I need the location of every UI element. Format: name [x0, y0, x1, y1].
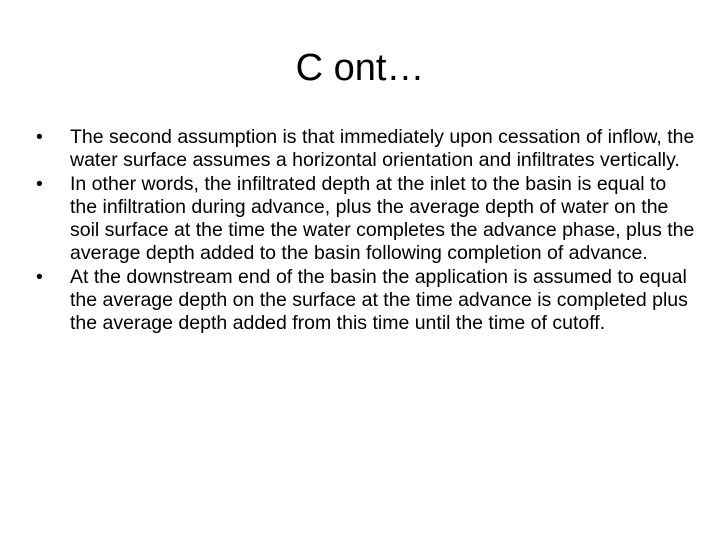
bullet-text: The second assumption is that immediately upon cessation of inflow, the water surface assumes a horizontal orientation and infiltrates vertically.	[70, 126, 695, 172]
bullet-list	[36, 126, 696, 336]
bullet-text: At the downstream end of the basin the application is assumed to equal the average depth on the surface at the time advance is completed plus the average depth added from this time until the time of cutoff.	[70, 265, 688, 335]
bullet-item	[36, 173, 696, 266]
bullet-icon: •	[36, 265, 43, 288]
bullet-item	[36, 266, 696, 336]
bullet-icon: •	[36, 126, 43, 148]
bullet-icon: •	[36, 172, 43, 195]
bullet-text: In other words, the infiltrated depth at the inlet to the basin is equal to the infiltration during advance, plus the average depth of water on the soil surface at the time the water completes the advance phase, plus the average depth added to the basin following completion of advance.	[70, 172, 695, 265]
slide-title: C ont…	[295, 47, 425, 89]
bullet-item	[36, 126, 696, 173]
